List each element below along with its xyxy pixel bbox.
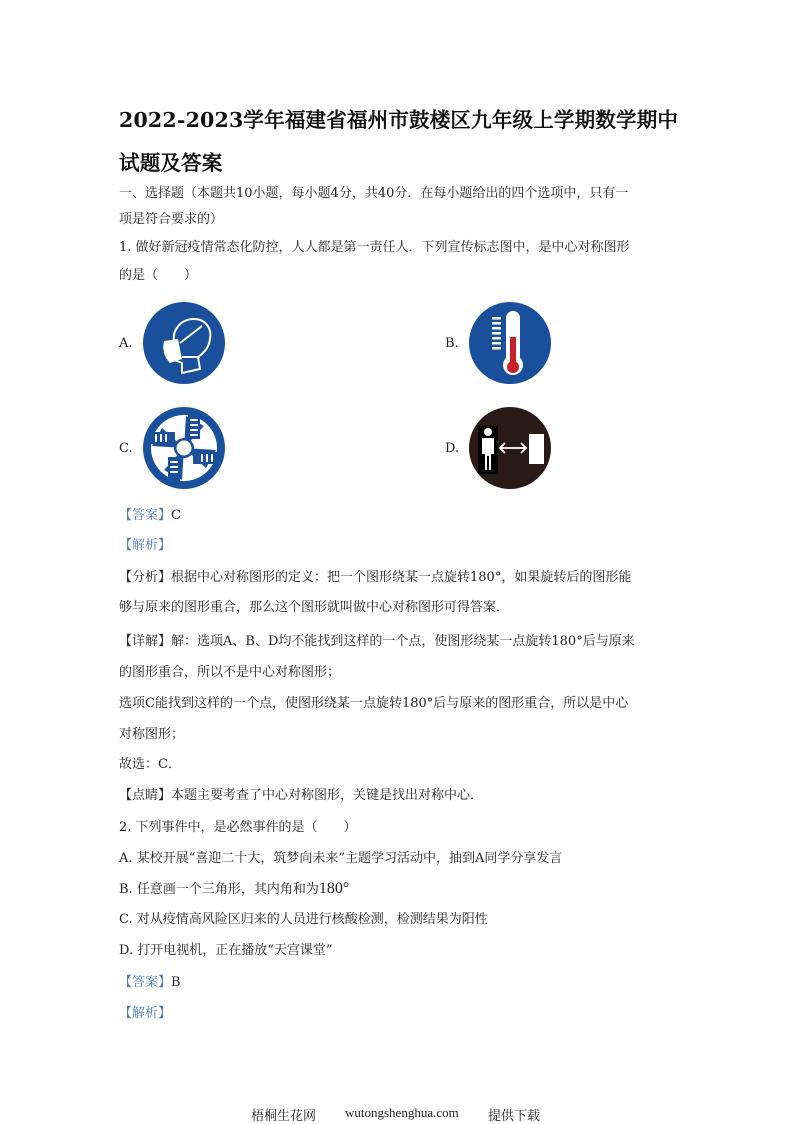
dianjing-text: 本题主要考查了中心对称图形，关键是找出对称中心．: [171, 788, 484, 803]
q1-xiangjie-line2: 的图形重合，所以不是中心对称图形；: [119, 665, 341, 680]
q2-option-a-label: A.: [119, 851, 133, 866]
analysis-tag: 【解析】: [119, 1006, 172, 1021]
q2-option-d-text: 打开电视机，正在播放“天宫课堂”: [137, 943, 333, 958]
thermometer-icon: [468, 301, 552, 385]
document-title-line1: 2022-2023学年福建省福州市鼓楼区九年级上学期数学期中: [119, 108, 679, 132]
q2-stem: 2. 下列事件中，是必然事件的是（ ）: [119, 820, 357, 835]
q1-fenxi-cont: 够与原来的图形重合，那么这个图形就叫做中心对称图形可得答案．: [119, 600, 510, 615]
q2-option-b-label: B.: [119, 882, 133, 897]
q2-option-c-label: C.: [119, 912, 133, 927]
fenxi-tag: 【分析】: [119, 570, 172, 585]
q2-option-c: [119, 912, 488, 928]
q1-answer: [119, 508, 181, 524]
xiangjie-tag: 【详解】: [119, 634, 172, 649]
ventilation-fan-icon: [142, 406, 226, 490]
q1-xiangjie-line4: 对称图形；: [119, 727, 185, 742]
footer-url[interactable]: wutongshenghua.com: [345, 1105, 459, 1120]
q2-option-a-text: 某校开展“喜迎二十大，筑梦向未来”主题学习活动中，抽到A同学分享发言: [136, 851, 563, 866]
fenxi-text: 根据中心对称图形的定义：把一个图形绕某一点旋转180°，如果旋转后的图形能: [171, 570, 632, 585]
footer-download: 提供下载: [488, 1108, 541, 1123]
section-header: 一、选择题（本题共10小题，每小题4分，共40分．在每小题给出的四个选项中，只有一: [119, 186, 629, 201]
q1-option-d-label: D.: [445, 441, 460, 456]
answer-tag: 【答案】: [119, 975, 172, 990]
face-mask-icon: [142, 301, 226, 385]
answer-value: C: [171, 508, 181, 523]
dianjing-tag: 【点睛】: [119, 788, 172, 803]
answer-tag: 【答案】: [119, 508, 172, 523]
xiangjie-text: 解：选项A、B、D均不能找到这样的一个点，使图形绕某一点旋转180°后与原来: [171, 634, 635, 649]
analysis-tag: 【解析】: [119, 538, 172, 553]
q1-analysis-tag: [119, 538, 171, 554]
q1-guxuan: 故选：C．: [119, 757, 181, 772]
q1-xiangjie-line3: 选项C能找到这样的一个点，使图形绕某一点旋转180°后与原来的图形重合，所以是中心: [119, 696, 629, 711]
q2-option-d-label: D.: [119, 943, 134, 958]
q1-option-a-label: A.: [119, 336, 133, 351]
q1-option-b-label: B.: [445, 336, 459, 351]
q1-stem-cont: 的是（ ）: [119, 268, 198, 283]
q2-option-b: [119, 881, 349, 898]
q1-option-c-label: C.: [119, 441, 133, 456]
q2-analysis-tag: [119, 1006, 171, 1022]
q2-option-b-math: 180°: [318, 880, 350, 897]
document-title-line2: 试题及答案: [119, 151, 223, 175]
q2-option-b-text: 任意画一个三角形，其内角和为: [136, 882, 319, 897]
q2-option-c-text: 对从疫情高风险区归来的人员进行核酸检测，检测结果为阳性: [136, 912, 488, 927]
q2-option-d: [119, 943, 333, 959]
social-distance-icon: [468, 406, 552, 490]
q1-dianjing: [119, 788, 483, 804]
q2-option-a: [119, 851, 562, 867]
q1-xiangjie: [119, 634, 635, 650]
footer-site-name: 梧桐生花网: [251, 1108, 317, 1123]
q1-stem: 1. 做好新冠疫情常态化防控，人人都是第一责任人．下列宣传标志图中，是中心对称图形: [119, 240, 630, 255]
section-header-cont: 项是符合要求的）: [119, 212, 224, 227]
answer-value: B: [171, 975, 181, 990]
q1-fenxi: [119, 570, 631, 586]
q2-answer: [119, 975, 181, 991]
